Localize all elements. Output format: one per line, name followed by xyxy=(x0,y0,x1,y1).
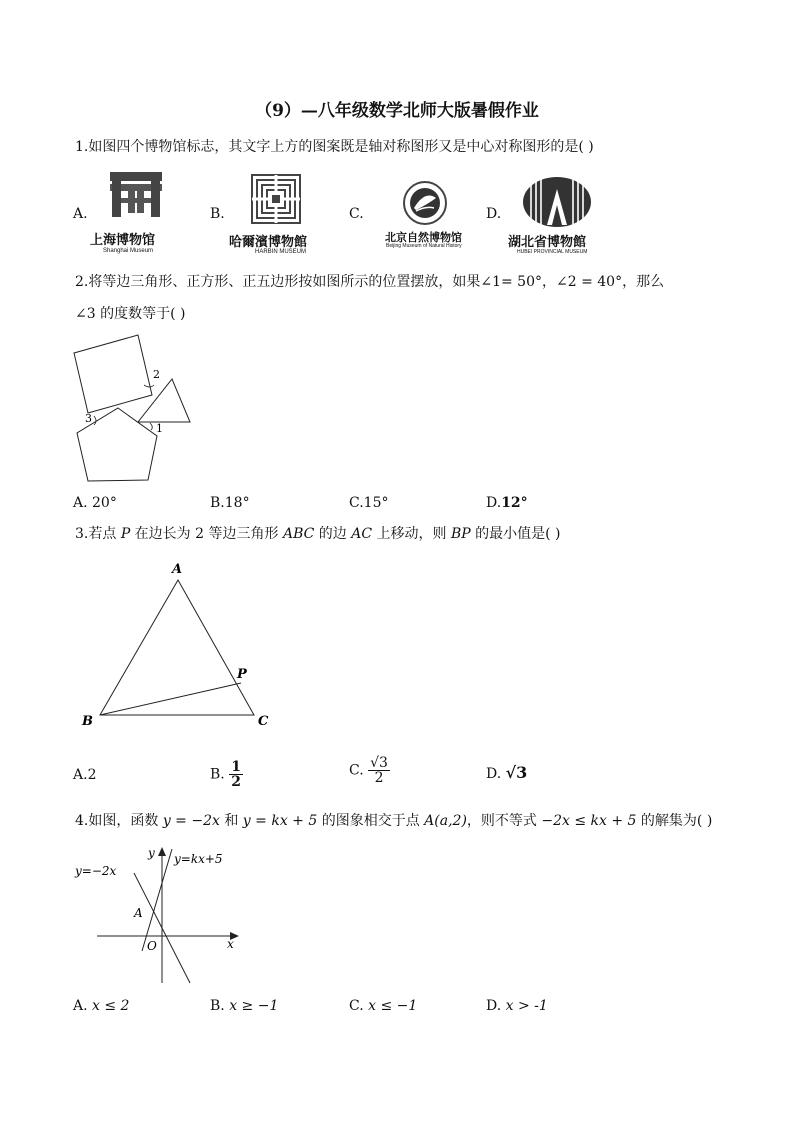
point-p-label: P xyxy=(237,667,247,682)
triangle-abc xyxy=(100,580,254,715)
hubei-museum-logo xyxy=(521,175,593,229)
x-axis-label: x xyxy=(227,937,234,951)
origin-label: O xyxy=(147,939,157,953)
point-a-label: A xyxy=(134,906,143,920)
q2-option-d-value: 12° xyxy=(501,495,528,511)
q1-option-b-subcaption: HARBIN MUSEUM xyxy=(255,249,307,255)
q1-option-b-caption: 哈爾濱博物館 xyxy=(229,235,308,250)
angle-label-1: 1 xyxy=(156,422,163,435)
vertex-a-label: A xyxy=(172,562,183,577)
q1-option-a-subcaption: Shanghai Museum xyxy=(103,248,154,254)
function-graph-figure xyxy=(72,843,247,988)
triangle-abc-figure xyxy=(78,558,278,733)
q1-option-d-caption: 湖北省博物館 xyxy=(508,235,587,250)
q2-option-a-value: 20° xyxy=(92,495,117,511)
q4-option-d-label: D. xyxy=(486,998,502,1014)
q1-option-a-label: A. xyxy=(73,206,88,222)
q4-option-b-label: B. xyxy=(210,998,225,1014)
triangle-shape xyxy=(138,379,190,422)
square-shape xyxy=(74,335,152,413)
q1-option-c-caption: 北京自然博物馆 xyxy=(385,231,462,244)
angle-label-3: 3 xyxy=(85,412,92,425)
q4-option-a-label: A. xyxy=(73,998,88,1014)
harbin-museum-logo xyxy=(251,174,301,224)
page-title: （9）—八年级数学北师大版暑假作业 xyxy=(255,101,539,121)
q2-option-d-label: D. xyxy=(486,495,502,511)
q3-option-c: C. $\frac{√3}{2}$ xyxy=(349,755,388,786)
label-y-eq-kx-plus-5: y=kx+5 xyxy=(174,852,223,866)
question-4-text: 4.如图，函数 y = −2x 和 y = kx + 5 的图象相交于点 A(a,2)，则不等式 −2x ≤ kx + 5 的解集为( ) xyxy=(75,813,713,829)
q3-option-a-label: A. xyxy=(73,767,88,783)
q3-option-b: B. $\frac{1}{2}$ xyxy=(210,759,241,790)
q3-option-d-value: √3 xyxy=(505,763,528,782)
question-3-text: 3.若点 P 在边长为 2 等边三角形 ABC 的边 AC 上移动，则 BP 的最小值是( ) xyxy=(75,526,561,542)
q3-option-a-value: 2 xyxy=(87,767,97,783)
y-axis-arrow xyxy=(158,847,166,856)
vertex-b-label: B xyxy=(82,714,93,729)
q2-option-b-value: 18° xyxy=(224,495,250,511)
question-2-line-2: ∠3 的度数等于( ) xyxy=(75,306,186,322)
y-axis-label: y xyxy=(148,846,155,860)
label-y-eq-neg2x: y=−2x xyxy=(75,864,117,878)
angle-label-2: 2 xyxy=(153,368,160,381)
q4-option-a-value: x ≤ 2 xyxy=(92,998,130,1014)
question-1-text: 1.如图四个博物馆标志，其文字上方的图案既是轴对称图形又是中心对称图形的是( ) xyxy=(75,139,594,155)
q2-option-c-label: C. xyxy=(349,495,364,511)
q1-option-c-subcaption: Beijing Museum of Natural History xyxy=(386,243,462,249)
question-2-line-1: 2.将等边三角形、正方形、正五边形按如图所示的位置摆放，如果∠1= 50°，∠2 = 40°，那么 xyxy=(75,274,665,290)
vertex-c-label: C xyxy=(258,714,269,729)
q1-option-d-subcaption: HUBEI PROVINCIAL MUSEUM xyxy=(517,249,588,255)
shanghai-museum-logo xyxy=(108,170,164,220)
q1-option-b-label: B. xyxy=(210,206,225,222)
q4-option-b-value: x ≥ −1 xyxy=(229,998,279,1014)
q1-option-d-label: D. xyxy=(486,206,502,222)
segment-bp xyxy=(100,683,241,715)
q4-option-c-label: C. xyxy=(349,998,364,1014)
q1-option-c-label: C. xyxy=(349,206,364,222)
q4-option-d-value: x > -1 xyxy=(505,998,548,1014)
q2-option-b-label: B. xyxy=(210,495,225,511)
beijing-natural-history-museum-logo xyxy=(402,180,448,226)
q2-option-a-label: A. xyxy=(73,495,88,511)
q3-option-d-label: D. xyxy=(486,766,502,782)
q1-option-a-caption: 上海博物馆 xyxy=(90,233,156,248)
q4-option-c-value: x ≤ −1 xyxy=(368,998,418,1014)
q2-option-c-value: 15° xyxy=(363,495,389,511)
shapes-figure xyxy=(70,333,195,485)
